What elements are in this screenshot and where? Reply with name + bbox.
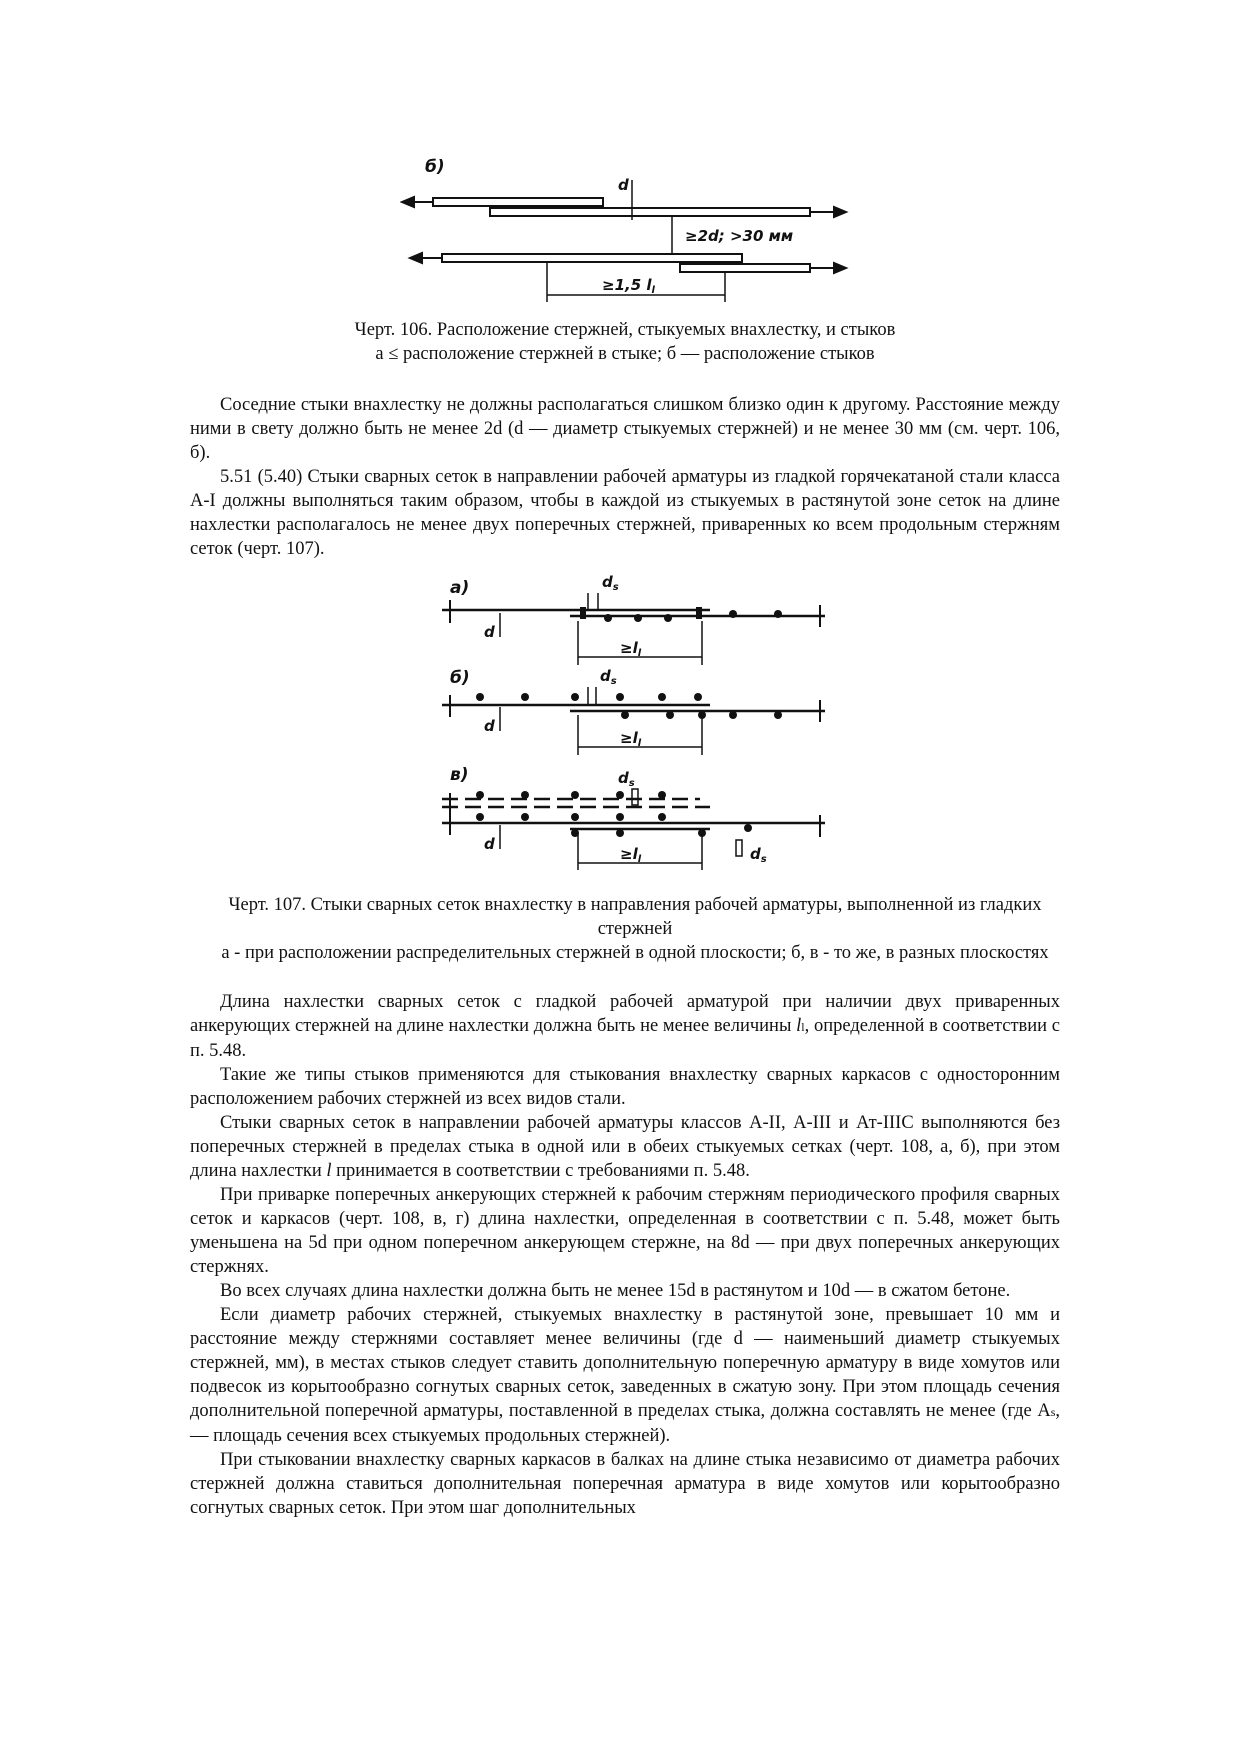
dim-ds-b: $d_s$: [600, 667, 617, 687]
dim-lap-v: $\ge l_l$: [620, 845, 642, 865]
paragraph: При стыковании внахлестку сварных каркасов в балках на длине стыка независимо от диаметра рабочих стержней должна ставиться дополнительная поперечная арматура в виде хомутов или корытообразно согнутых сварных сеток. При этом шаг дополнительных: [190, 1450, 1060, 1518]
figure-107-caption-line2: а - при расположении распределительных стержней в одной плоскости; б, в - то же, в разных плоскостях: [221, 943, 1049, 963]
bar-lower-left: [442, 254, 742, 262]
dim-d-b: d: [484, 717, 495, 735]
figure-107: [440, 565, 840, 885]
figure-106-label-b: б): [425, 157, 445, 177]
dim-lap-b: $\ge l_l$: [620, 729, 642, 749]
dim-d-a: d: [484, 623, 495, 641]
dim-d-106: d: [618, 176, 629, 194]
figure-107-caption: [220, 893, 1050, 965]
bar-lower-right: [680, 264, 810, 272]
figure-107-label-b: б): [450, 668, 470, 688]
arrow-upper-right: [810, 207, 846, 217]
dim-lap-a: $\ge l_l$: [620, 639, 642, 659]
figure-107-label-v: в): [450, 765, 469, 785]
paragraph: Такие же типы стыков применяются для стыкования внахлестку сварных каркасов с односторонним расположением рабочих стержней из всех видов стали.: [190, 1065, 1060, 1109]
paragraph: При приварке поперечных анкерующих стержней к рабочим стержням периодического профиля сварных сеток и каркасов (черт. 108, в, г) длина нахлестки, определенная в соответствии с п. 5.48, может быть уменьшена на 5d при одном поперечном анкерующем стержне, на 8d — при двух поперечных анкерующих стержнях.: [190, 1185, 1060, 1277]
figure-106-caption-line1: Черт. 106. Расположение стержней, стыкуемых внахлестку, и стыков: [354, 320, 896, 340]
paragraph-classes: Стыки сварных сеток в направлении рабочей арматуры классов А-II, А-III и Ат-IIIС выполняются без поперечных стержней в пределах стыка в одной или в обеих стыкуемых сетках (черт. 108, а, б), при этом длина нахлестки l принимается в соответствии с требованиями п. 5.48.: [190, 1113, 1060, 1181]
arrow-lower-right: [810, 263, 846, 273]
paragraph-lap-length: Длина нахлестки сварных сеток с гладкой рабочей арматурой при наличии двух приваренных анкерующих стержней на длине нахлестки должна быть не менее величины ll, определенной в соответствии с п. 5.48.: [190, 992, 1061, 1061]
dim-ds-a: $d_s$: [602, 573, 619, 593]
figure-107-caption-line1: Черт. 107. Стыки сварных сеток внахлестку в направления рабочей арматуры, выполненной из гладких стержней: [228, 895, 1042, 939]
paragraph: Соседние стыки внахлестку не должны располагаться слишком близко один к другому. Расстояние между ними в свету должно быть не менее 2d (d — диаметр стыкуемых стержней) и не менее 30 мм (см. черт. 106, б).: [190, 395, 1060, 463]
arrow-lower-left: [410, 253, 442, 263]
dim-ds-v: $d_s$: [618, 769, 635, 789]
figure-106: [400, 150, 880, 310]
dim-d-v: d: [484, 835, 495, 853]
text-block-a: [190, 393, 1060, 561]
figure-106-caption: [190, 318, 1060, 366]
bar-upper-right: [490, 208, 810, 216]
arrow-upper-left: [402, 197, 433, 207]
figure-107-label-a: а): [450, 578, 470, 598]
dim-lap-106: ≥1,5 $l_l$: [602, 276, 655, 296]
paragraph-diameter: Если диаметр рабочих стержней, стыкуемых внахлестку в растянутой зоне, превышает 10 мм и расстояние между стержнями составляет менее величины (где d — наименьший диаметр стыкуемых стержней, мм), в местах стыков следует ставить дополнительную поперечную арматуру в виде хомутов или подвесок из корытообразно согнутых сварных сеток, заведенных в сжатую зону. При этом площадь сечения дополнительной поперечной арматуры, поставленной в пределах стыка, должна составлять не менее (где As, — площадь сечения всех стыкуемых продольных стержней).: [190, 1305, 1060, 1446]
dim-gap: ≥2d; >30 мм: [685, 227, 794, 245]
paragraph: Во всех случаях длина нахлестки должна быть не менее 15d в растянутом и 10d — в сжатом бетоне.: [220, 1281, 1011, 1301]
dim-ds-v2: $d_s$: [750, 845, 767, 865]
text-block-b: [190, 990, 1060, 1520]
figure-106-caption-line2: а ≤ расположение стержней в стыке; б — расположение стыков: [375, 344, 875, 364]
bar-upper-left: [433, 198, 603, 206]
paragraph: 5.51 (5.40) Стыки сварных сеток в направлении рабочей арматуры из гладкой горячекатаной стали класса А-I должны выполняться таким образом, чтобы в каждой из стыкуемых в растянутой зоне сеток на длине нахлестки располагалось не менее двух поперечных стержней, приваренных ко всем продольным стержням сеток (черт. 107).: [190, 467, 1060, 559]
